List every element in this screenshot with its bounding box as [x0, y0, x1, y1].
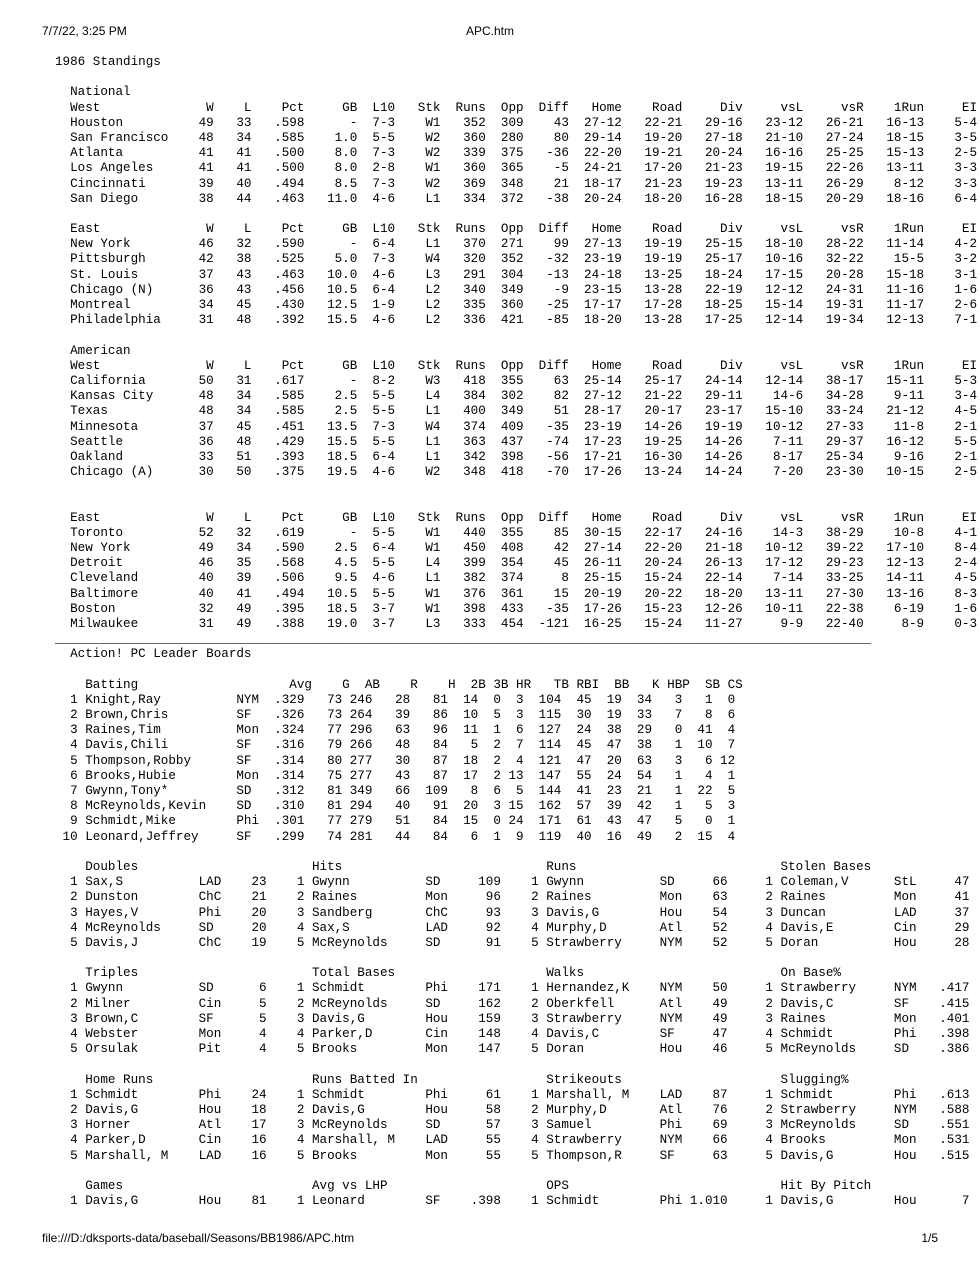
report-line: 7 Gwynn,Tony* SD .312 81 349 66 109 8 6 5 144 41 23 21 1 22 5 [55, 784, 736, 798]
report-line: 4 Parker,D Cin 16 4 Marshall, M LAD 55 4 Strawberry NYM 66 4 Brooks Mon .531 [55, 1133, 970, 1148]
report-line [55, 1057, 977, 1072]
report-line: Minnesota 37 45 .451 13.5 7-3 W4 374 409 -35 23-19 14-26 19-19 10-12 27-33 11-8 2-1 [55, 419, 978, 434]
report-line: Boston 32 49 .395 18.5 3-7 W1 398 433 -35 17-26 15-23 12-26 10-11 22-38 6-19 1-6 [55, 601, 978, 616]
report-line: Triples Total Bases Walks On Base% [55, 966, 841, 981]
report-line: East W L Pct GB L10 Stk Runs Opp Diff Home Road Div vsL vsR 1Run EI [55, 222, 978, 237]
report-line: Milwaukee 31 49 .388 19.0 3-7 L3 333 454 -121 16-25 15-24 11-27 9-9 22-40 8-9 0-3 [55, 616, 978, 631]
standings-report [55, 55, 977, 1209]
report-line [55, 951, 977, 966]
report-line: Chicago (N) 36 43 .456 10.5 6-4 L2 340 349 -9 23-15 13-28 22-19 12-12 24-31 11-16 1-6 [55, 282, 978, 297]
report-line: West W L Pct GB L10 Stk Runs Opp Diff Home Road Div vsL vsR 1Run EI [55, 358, 978, 373]
report-line: Los Angeles 41 41 .500 8.0 2-8 W1 360 365 -5 24-21 17-20 21-23 19-15 22-26 13-11 3-3 [55, 161, 978, 176]
report-line: 2 Dunston ChC 21 2 Raines Mon 96 2 Raines Mon 63 2 Raines Mon 41 [55, 890, 970, 905]
report-line: Toronto 52 32 .619 - 5-5 W1 440 355 85 30-15 22-17 24-16 14-3 38-29 10-8 4-1 [55, 525, 978, 540]
report-line: 1986 Standings [55, 55, 161, 69]
report-line: San Francisco 48 34 .585 1.0 5-5 W2 360 280 80 29-14 19-20 27-18 21-10 27-24 18-15 3-5 [55, 130, 978, 145]
report-line: St. Louis 37 43 .463 10.0 4-6 L3 291 304 -13 24-18 13-25 18-24 17-15 20-28 15-18 3-1 [55, 267, 978, 282]
report-line: 5 Thompson,Robby SF .314 80 277 30 87 18 2 4 121 47 20 63 3 6 12 [55, 753, 736, 768]
report-line: Kansas City 48 34 .585 2.5 5-5 L4 384 302 82 27-12 21-22 29-11 14-6 34-28 9-11 3-4 [55, 389, 978, 404]
report-line: Batting Avg G AB R H 2B 3B HR TB RBI BB K HBP SB CS [55, 677, 743, 692]
report-line: Oakland 33 51 .393 18.5 6-4 L1 342 398 -56 17-21 16-30 14-26 8-17 25-34 9-16 2-1 [55, 449, 978, 464]
report-line [55, 207, 977, 222]
report-line: 1 Knight,Ray NYM .329 73 246 28 81 14 0 3 104 45 19 34 3 1 0 [55, 692, 736, 707]
report-line [55, 70, 977, 85]
report-line: California 50 31 .617 - 8-2 W3 418 355 63 25-14 25-17 24-14 12-14 38-17 15-11 5-3 [55, 373, 978, 388]
report-line: Philadelphia 31 48 .392 15.5 4-6 L2 336 421 -85 18-20 13-28 17-25 12-14 19-34 12-13 7-1 [55, 313, 978, 328]
report-line [55, 495, 977, 510]
report-line: Games Avg vs LHP OPS Hit By Pitch [55, 1178, 872, 1193]
report-line [55, 328, 977, 343]
report-line: Seattle 36 48 .429 15.5 5-5 L1 363 437 -74 17-23 19-25 14-26 7-11 29-37 16-12 5-5 [55, 434, 978, 449]
report-line: Cincinnati 39 40 .494 8.5 7-3 W2 369 348 21 18-17 21-23 19-23 13-11 26-29 8-12 3-3 [55, 176, 978, 191]
report-line: 5 Davis,J ChC 19 5 McReynolds SD 91 5 Strawberry NYM 52 5 Doran Hou 28 [55, 935, 970, 950]
report-line: 4 Webster Mon 4 4 Parker,D Cin 148 4 Davis,C SF 47 4 Schmidt Phi .398 [55, 1027, 970, 1041]
report-line: Atlanta 41 41 .500 8.0 7-3 W2 339 375 -36 22-20 19-21 20-24 16-16 25-25 15-13 2-5 [55, 146, 978, 161]
report-line: ____________________________________________________________________________________________________________ [55, 632, 872, 647]
print-timestamp: 7/7/22, 3:25 PM [42, 24, 127, 38]
report-line: East W L Pct GB L10 Stk Runs Opp Diff Home Road Div vsL vsR 1Run EI [55, 510, 978, 525]
report-line: 2 Milner Cin 5 2 McReynolds SD 162 2 Oberkfell Atl 49 2 Davis,C SF .415 [55, 996, 970, 1011]
page-number: 1/5 [921, 1231, 938, 1245]
report-line: 8 McReynolds,Kevin SD .310 81 294 40 91 20 3 15 162 57 39 42 1 5 3 [55, 799, 736, 814]
report-line: 9 Schmidt,Mike Phi .301 77 279 51 84 15 0 24 171 61 43 47 5 0 1 [55, 814, 736, 829]
report-line: Action! PC Leader Boards [55, 647, 252, 662]
report-line: 1 Davis,G Hou 81 1 Leonard SF .398 1 Schmidt Phi 1.010 1 Davis,G Hou 7 [55, 1194, 970, 1209]
report-line: 5 Orsulak Pit 4 5 Brooks Mon 147 5 Doran Hou 46 5 McReynolds SD .386 [55, 1042, 970, 1057]
report-line [55, 663, 977, 678]
file-path: file:///D:/dksports-data/baseball/Seasons/BB1986/APC.htm [42, 1231, 355, 1245]
report-line: Home Runs Runs Batted In Strikeouts Slugging% [55, 1072, 849, 1087]
document-title: APC.htm [465, 24, 514, 38]
report-line: Montreal 34 45 .430 12.5 1-9 L2 335 360 -25 17-17 17-28 18-25 15-14 19-31 11-17 2-6 [55, 298, 978, 312]
report-line: Doubles Hits Runs Stolen Bases [55, 859, 872, 874]
report-line: 2 Brown,Chris SF .326 73 264 39 86 10 5 3 115 30 19 33 7 8 6 [55, 708, 736, 723]
report-line: New York 49 34 .590 2.5 6-4 W1 450 408 42 27-14 22-20 21-18 10-12 39-22 17-10 8-4 [55, 541, 978, 555]
report-line: Cleveland 40 39 .506 9.5 4-6 L1 382 374 8 25-15 15-24 22-14 7-14 33-25 14-11 4-5 [55, 571, 978, 586]
report-line: Houston 49 33 .598 - 7-3 W1 352 309 43 27-12 22-21 29-16 23-12 26-21 16-13 5-4 [55, 115, 978, 130]
report-line: Texas 48 34 .585 2.5 5-5 L1 400 349 51 28-17 20-17 23-17 15-10 33-24 21-12 4-5 [55, 404, 978, 419]
report-line: Detroit 46 35 .568 4.5 5-5 L4 399 354 45 26-11 20-24 26-13 17-12 29-23 12-13 2-4 [55, 556, 978, 571]
report-line: Baltimore 40 41 .494 10.5 5-5 W1 376 361 15 20-19 20-22 18-20 13-11 27-30 13-16 8-3 [55, 586, 978, 601]
report-line: New York 46 32 .590 - 6-4 L1 370 271 99 27-13 19-19 25-15 18-10 28-22 11-14 4-2 [55, 237, 978, 252]
report-line: 4 Davis,Chili SF .316 79 266 48 84 5 2 7 114 45 47 38 1 10 7 [55, 738, 736, 753]
report-line [55, 845, 977, 860]
report-line: 3 Hayes,V Phi 20 3 Sandberg ChC 93 3 Davis,G Hou 54 3 Duncan LAD 37 [55, 905, 970, 920]
report-line: 2 Davis,G Hou 18 2 Davis,G Hou 58 2 Murphy,D Atl 76 2 Strawberry NYM .588 [55, 1102, 970, 1117]
report-line [55, 480, 977, 495]
report-line [55, 1164, 977, 1179]
report-line: 3 Horner Atl 17 3 McReynolds SD 57 3 Samuel Phi 69 3 McReynolds SD .551 [55, 1118, 970, 1133]
report-line: 3 Raines,Tim Mon .324 77 296 63 96 11 1 6 127 24 38 29 0 41 4 [55, 723, 736, 738]
report-line: 1 Gwynn SD 6 1 Schmidt Phi 171 1 Hernandez,K NYM 50 1 Strawberry NYM .417 [55, 981, 970, 996]
report-line: 4 McReynolds SD 20 4 Sax,S LAD 92 4 Murphy,D Atl 52 4 Davis,E Cin 29 [55, 920, 970, 935]
report-line: Chicago (A) 30 50 .375 19.5 4-6 W2 348 418 -70 17-26 13-24 14-24 7-20 23-30 10-15 2-5 [55, 465, 978, 480]
report-line: West W L Pct GB L10 Stk Runs Opp Diff Home Road Div vsL vsR 1Run EI [55, 100, 978, 115]
report-line: National [55, 85, 131, 100]
report-line: 5 Marshall, M LAD 16 5 Brooks Mon 55 5 Thompson,R SF 63 5 Davis,G Hou .515 [55, 1148, 970, 1163]
report-line: 1 Schmidt Phi 24 1 Schmidt Phi 61 1 Marshall, M LAD 87 1 Schmidt Phi .613 [55, 1087, 970, 1102]
report-line: 10 Leonard,Jeffrey SF .299 74 281 44 84 6 1 9 119 40 16 49 2 15 4 [55, 829, 736, 844]
report-line: 6 Brooks,Hubie Mon .314 75 277 43 87 17 2 13 147 55 24 54 1 4 1 [55, 768, 736, 783]
report-line: 1 Sax,S LAD 23 1 Gwynn SD 109 1 Gwynn SD 66 1 Coleman,V StL 47 [55, 875, 970, 890]
report-line: San Diego 38 44 .463 11.0 4-6 L1 334 372 -38 20-24 18-20 16-28 18-15 20-29 18-16 6-4 [55, 191, 978, 206]
report-line: Pittsburgh 42 38 .525 5.0 7-3 W4 320 352 -32 23-19 19-19 25-17 10-16 32-22 15-5 3-2 [55, 252, 978, 267]
report-line: American [55, 343, 131, 358]
report-line: 3 Brown,C SF 5 3 Davis,G Hou 159 3 Strawberry NYM 49 3 Raines Mon .401 [55, 1011, 970, 1026]
